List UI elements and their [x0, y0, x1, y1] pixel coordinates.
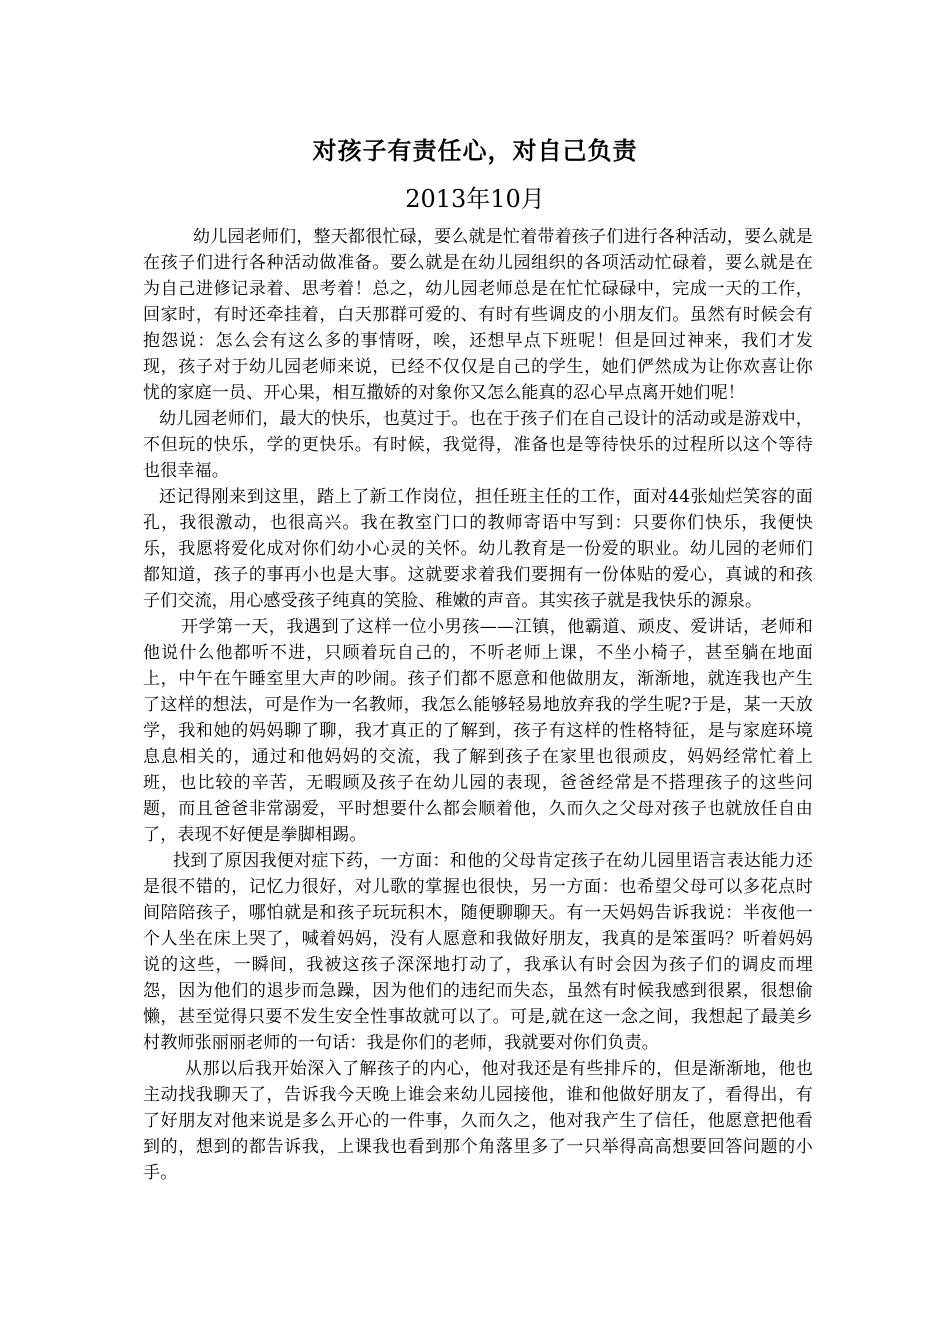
paragraph: 幼儿园老师们，整天都很忙碌，要么就是忙着带着孩子们进行各种活动，要么就是在孩子们进行各种活动做准备。要么就是在幼儿园组织的各项活动忙碌着，要么就是在为自己进修记录着、思考着！总之，幼儿园老师总是在忙忙碌碌中，完成一天的工作，回家时，有时还牵挂着，白天那群可爱的、有时有些调皮的小朋友们。虽然有时候会有抱怨说：怎么会有这么多的事情呀，唉，还想早点下班呢！但是回过神来，我们才发现，孩子对于幼儿园老师来说，已经不仅仅是自己的学生，她们俨然成为让你欢喜让你忧的家庭一员、开心果，相互撒娇的对象你又怎么能真的忍心早点离开她们呢！ — [143, 227, 813, 403]
paragraph: 开学第一天，我遇到了这样一位小男孩——江镇，他霸道、顽皮、爱讲话，老师和他说什么他都听不进，只顾着玩自己的，不听老师上课，不坐小椅子，甚至躺在地面上，中午在午睡室里大声的吵闹。孩子们都不愿意和他做朋友，渐渐地，就连我也产生了这样的想法，可是作为一名教师，我怎么能够轻易地放弃我的学生呢?于是，某一天放学，我和她的妈妈聊了聊，我才真正的了解到，孩子有这样的性格特征，是与家庭环境息息相关的，通过和他妈妈的交流，我了解到孩子在家里也很顽皮，妈妈经常忙着上班，也比较的辛苦，无暇顾及孩子在幼儿园的表现，爸爸经常是不搭理孩子的这些问题，而且爸爸非常溺爱，平时想要什么都会顺着他，久而久之父母对孩子也就放任自由了，表现不好便是拳脚相踢。 — [143, 617, 813, 845]
paragraph: 找到了原因我便对症下药，一方面：和他的父母肯定孩子在幼儿园里语言表达能力还是很不错的，记忆力很好，对儿歌的掌握也很快，另一方面：也希望父母可以多花点时间陪陪孩子，哪怕就是和孩子玩玩积木，随便聊聊天。有一天妈妈告诉我说：半夜他一个人坐在床上哭了，喊着妈妈，没有人愿意和我做好朋友，我真的是笨蛋吗？听着妈妈说的这些，一瞬间，我被这孩子深深地打动了，我承认有时会因为孩子们的调皮而埋怨，因为他们的退步而急躁，因为他们的违纪而失态，虽然有时候我感到很累，很想偷懒，甚至觉得只要不发生安全性事故就可以了。可是,就在这一念之间，我想起了最美乡村教师张丽丽老师的一句话：我是你们的老师，我就要对你们负责。 — [143, 851, 813, 1053]
paragraph: 还记得刚来到这里，踏上了新工作岗位，担任班主任的工作，面对44张灿烂笑容的面孔，我很激动，也很高兴。我在教室门口的教师寄语中写到：只要你们快乐，我便快乐，我愿将爱化成对你们幼小心灵的关怀。幼儿教育是一份爱的职业。幼儿园的老师们都知道，孩子的事再小也是大事。这就要求着我们要拥有一份体贴的爱心，真诚的和孩子们交流，用心感受孩子纯真的笑脸、稚嫩的声音。其实孩子就是我快乐的源泉。 — [143, 487, 813, 611]
document-date: 2013年10月 — [405, 185, 545, 213]
document-body — [143, 224, 813, 1186]
paragraph: 从那以后我开始深入了解孩子的内心，他对我还是有些排斥的，但是渐渐地，他也主动找我聊天了，告诉我今天晚上谁会来幼儿园接他，谁和他做好朋友了，看得出，有了好朋友对他来说是多么开心的一件事，久而久之，他对我产生了信任，他愿意把他看到的，想到的都告诉我，上课我也看到那个角落里多了一只举得高高想要回答问题的小手。 — [143, 1059, 813, 1183]
paragraph: 幼儿园老师们，最大的快乐，也莫过于。也在于孩子们在自己设计的活动或是游戏中，不但玩的快乐，学的更快乐。有时候，我觉得，准备也是等待快乐的过程所以这个等待也很幸福。 — [143, 409, 813, 481]
document-title: 对孩子有责任心，对自己负责 — [312, 136, 638, 165]
